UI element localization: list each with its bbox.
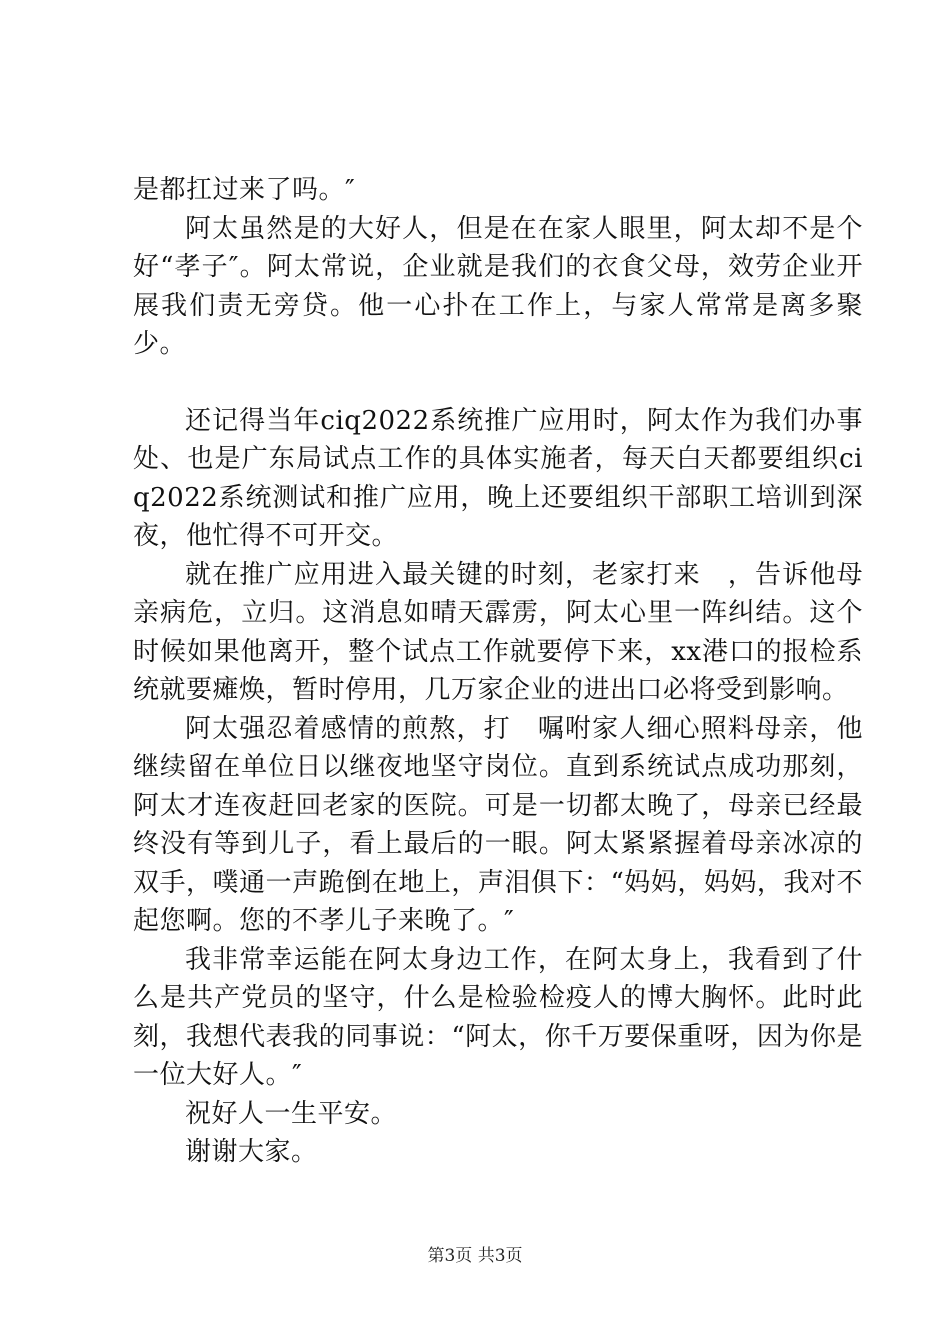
paragraph: 阿太强忍着感情的煎熬，打 嘱咐家人细心照料母亲，他继续留在单位日以继夜地坚守岗位。直到系统试点成功那刻，阿太才连夜赶回老家的医院。可是一切都太晚了，母亲已经最终没有等到儿子，看上最后的一眼。阿太紧紧握着母亲冰凉的双手，噗通一声跪倒在地上，声泪俱下：“妈妈，妈妈，我对不起您啊。您的不孝儿子来晚了。″	[133, 713, 863, 936]
paragraph: 还记得当年ciq2022系统推广应用时，阿太作为我们办事处、也是广东局试点工作的具体实施者，每天白天都要组织ciq2022系统测试和推广应用，晚上还要组织干部职工培训到深夜，他忙得不可开交。	[133, 405, 863, 551]
page-number-footer: 第3页 共3页	[427, 1246, 523, 1266]
document-body	[133, 171, 863, 1172]
paragraph: 阿太虽然是的大好人，但是在在家人眼里，阿太却不是个好“孝子″。阿太常说，企业就是我们的衣食父母，效劳企业开展我们责无旁贷。他一心扑在工作上，与家人常常是离多聚少。	[133, 213, 863, 359]
paragraph-blessing: 祝好人一生平安。	[185, 1098, 398, 1129]
paragraph-thanks: 谢谢大家。	[185, 1137, 318, 1167]
paragraph-continuation: 是都扛过来了吗。″	[133, 175, 356, 205]
paragraph: 我非常幸运能在阿太身边工作，在阿太身上，我看到了什么是共产党员的坚守，什么是检验检疫人的博大胸怀。此时此刻，我想代表我的同事说：“阿太，你千万要保重呀，因为你是一位大好人。″	[133, 944, 863, 1090]
paragraph: 就在推广应用进入最关键的时刻，老家打来 ，告诉他母亲病危，立归。这消息如晴天霹雳，阿太心里一阵纠结。这个时候如果他离开，整个试点工作就要停下来，xx港口的报检系统就要瘫焕，暂时停用，几万家企业的进出口必将受到影响。	[133, 559, 863, 705]
